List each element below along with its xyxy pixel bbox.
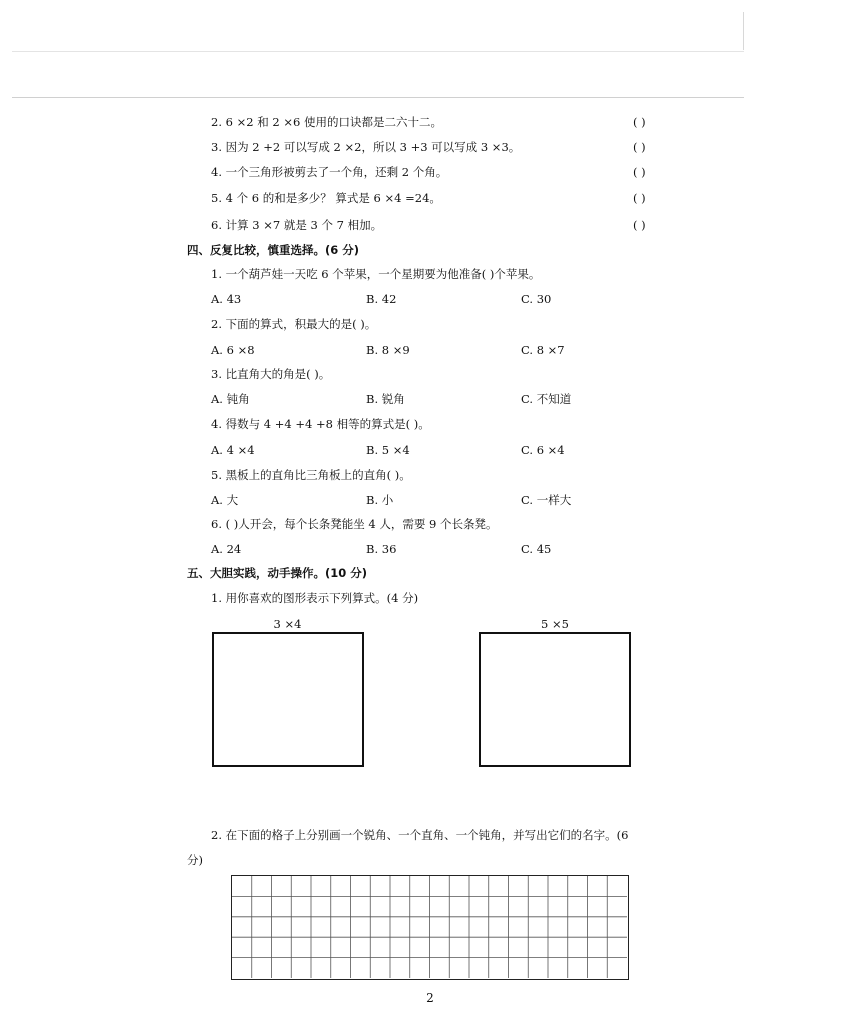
choice-question-6: 6. ( )人开会，每个长条凳能坐 4 人，需要 9 个长条凳。 xyxy=(211,517,498,531)
judge-item-3: 3. 因为 2 +2 可以写成 2 ×2，所以 3 +3 可以写成 3 ×3。 xyxy=(211,140,521,154)
choice-option-3a[interactable]: A. 钝角 xyxy=(211,392,250,406)
choice-option-4b[interactable]: B. 5 ×4 xyxy=(366,443,410,457)
choice-question-3: 3. 比直角大的角是( )。 xyxy=(211,367,331,381)
choice-option-6c[interactable]: C. 45 xyxy=(521,542,552,556)
practice-question-1: 1. 用你喜欢的图形表示下列算式。(4 分) xyxy=(211,591,419,605)
choice-question-2: 2. 下面的算式，积最大的是( )。 xyxy=(211,317,377,331)
judge-item-2: 2. 6 ×2 和 2 ×6 使用的口诀都是二六十二。 xyxy=(211,115,442,129)
judge-item-4: 4. 一个三角形被剪去了一个角，还剩 2 个角。 xyxy=(211,165,448,179)
practice-question-2-line-2: 分) xyxy=(187,853,203,867)
choice-option-5a[interactable]: A. 大 xyxy=(211,493,239,507)
choice-option-6a[interactable]: A. 24 xyxy=(211,542,242,556)
choice-option-3b[interactable]: B. 锐角 xyxy=(366,392,405,406)
judge-item-5: 5. 4 个 6 的和是多少？ 算式是 6 ×4 =24。 xyxy=(211,191,441,205)
drawing-box-2[interactable] xyxy=(479,632,631,767)
grid-lines xyxy=(232,876,627,978)
practice-question-2-line-1: 2. 在下面的格子上分别画一个锐角、一个直角、一个钝角，并写出它们的名字。(6 xyxy=(211,828,629,842)
box-1-label: 3 ×4 xyxy=(273,617,302,631)
choice-option-6b[interactable]: B. 36 xyxy=(366,542,397,556)
box-2-label: 5 ×5 xyxy=(541,617,569,631)
judge-answer-blank-3[interactable]: ( ) xyxy=(633,140,646,154)
header-rule-bottom xyxy=(12,97,744,98)
choice-option-1c[interactable]: C. 30 xyxy=(521,292,552,306)
section-4-heading: 四、反复比较，慎重选择。(6 分) xyxy=(187,243,360,257)
judge-item-6: 6. 计算 3 ×7 就是 3 个 7 相加。 xyxy=(211,218,383,232)
choice-question-5: 5. 黑板上的直角比三角板上的直角( )。 xyxy=(211,468,411,482)
choice-option-2b[interactable]: B. 8 ×9 xyxy=(366,343,410,357)
section-5-heading: 五、大胆实践，动手操作。(10 分) xyxy=(187,566,368,580)
judge-answer-blank-6[interactable]: ( ) xyxy=(633,218,646,232)
header-rule-vertical xyxy=(743,12,744,50)
choice-option-1b[interactable]: B. 42 xyxy=(366,292,397,306)
choice-option-5b[interactable]: B. 小 xyxy=(366,493,394,507)
choice-option-2a[interactable]: A. 6 ×8 xyxy=(211,343,255,357)
angle-drawing-grid[interactable] xyxy=(231,875,629,980)
judge-answer-blank-5[interactable]: ( ) xyxy=(633,191,646,205)
judge-answer-blank-4[interactable]: ( ) xyxy=(633,165,646,179)
choice-option-5c[interactable]: C. 一样大 xyxy=(521,493,572,507)
header-rule-top xyxy=(12,51,744,52)
page-number: 2 xyxy=(426,991,434,1005)
choice-question-4: 4. 得数与 4 +4 +4 +8 相等的算式是( )。 xyxy=(211,417,430,431)
judge-answer-blank-2[interactable]: ( ) xyxy=(633,115,646,129)
choice-option-3c[interactable]: C. 不知道 xyxy=(521,392,572,406)
choice-question-1: 1. 一个葫芦娃一天吃 6 个苹果，一个星期要为他准备( )个苹果。 xyxy=(211,267,541,281)
choice-option-1a[interactable]: A. 43 xyxy=(211,292,242,306)
drawing-box-1[interactable] xyxy=(212,632,364,767)
choice-option-2c[interactable]: C. 8 ×7 xyxy=(521,343,565,357)
choice-option-4c[interactable]: C. 6 ×4 xyxy=(521,443,565,457)
choice-option-4a[interactable]: A. 4 ×4 xyxy=(211,443,255,457)
